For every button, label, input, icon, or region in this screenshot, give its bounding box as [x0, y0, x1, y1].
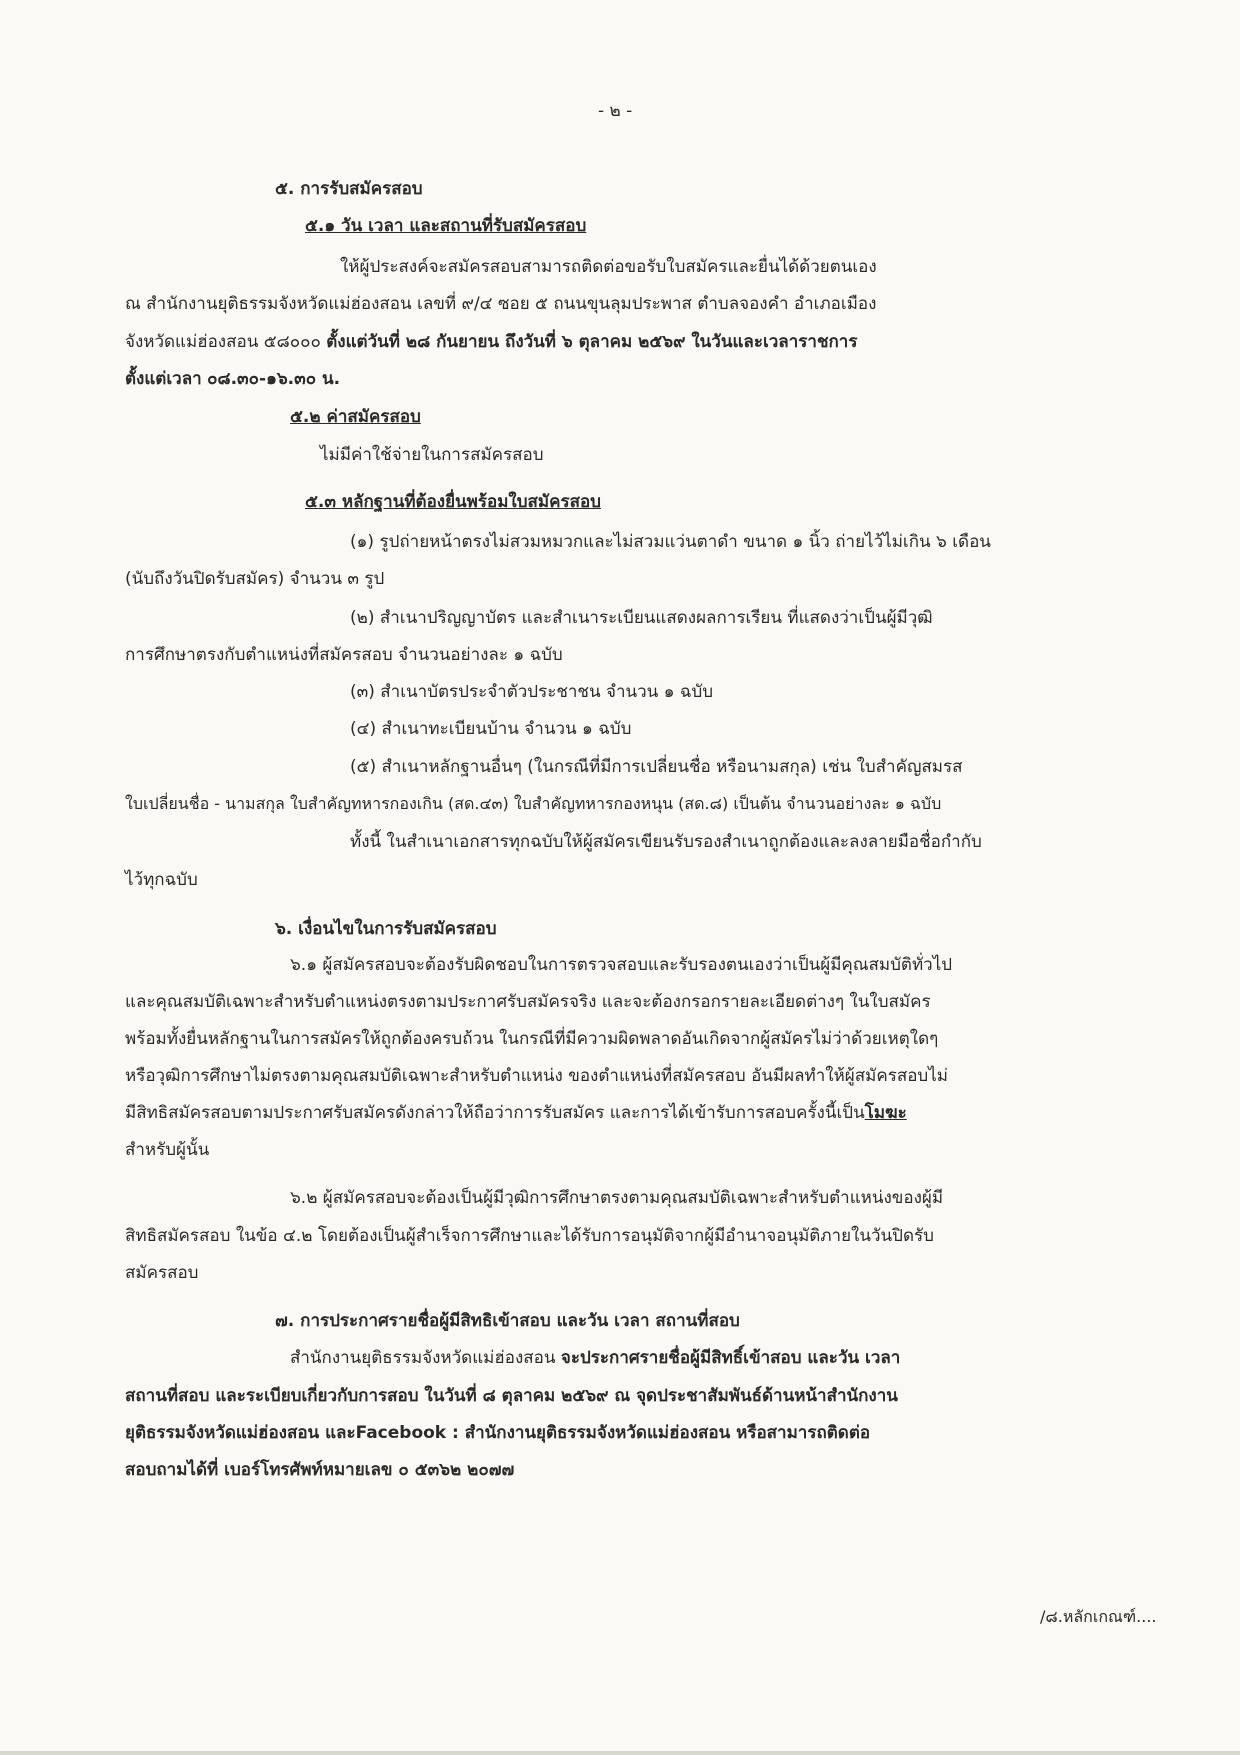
application-period: ตั้งแต่วันที่ ๒๘ กันยายน ถึงวันที่ ๖ ตุลาคม ๒๕๖๙ ในวันและเวลาราชการ	[326, 332, 858, 352]
paragraph-line	[125, 367, 340, 391]
paragraph-line	[290, 1346, 900, 1370]
list-item: (๔) สำเนาทะเบียนบ้าน จำนวน ๑ ฉบับ	[350, 719, 632, 739]
paragraph-line: ณ สำนักงานยุติธรรมจังหวัดแม่ฮ่องสอน เลขที่ ๙/๔ ซอย ๕ ถนนขุนลุมประพาส ตำบลจองคำ อำเภอเมือง	[125, 294, 877, 314]
hours-label: ตั้งแต่เวลา	[125, 369, 202, 389]
paragraph-line: และคุณสมบัติเฉพาะสำหรับตำแหน่งตรงตามประกาศรับสมัครจริง และจะต้องกรอกรายละเอียดต่างๆ ในใบสมัคร	[125, 992, 931, 1012]
section-5-1-heading: ๕.๑ วัน เวลา และสถานที่รับสมัครสอบ	[305, 216, 587, 236]
list-item: (๓) สำเนาบัตรประจำตัวประชาชน จำนวน ๑ ฉบับ	[350, 682, 714, 702]
section-6-heading: ๖. เงื่อนไขในการรับสมัครสอบ	[275, 919, 497, 939]
paragraph-line: สมัครสอบ	[125, 1263, 199, 1283]
paragraph-line: ๖.๑ ผู้สมัครสอบจะต้องรับผิดชอบในการตรวจสอบและรับรองตนเองว่าเป็นผู้มีคุณสมบัติทั่วไป	[290, 955, 953, 975]
paragraph-text: มีสิทธิสมัครสอบตามประกาศรับสมัครดังกล่าวให้ถือว่าการรับสมัคร และการได้เข้ารับการสอบครั้งนี้เป็น	[125, 1103, 865, 1123]
office-name: สำนักงานยุติธรรมจังหวัดแม่ฮ่องสอน	[290, 1348, 556, 1368]
scan-edge	[0, 1751, 1240, 1755]
section-5-heading: ๕. การรับสมัครสอบ	[275, 179, 423, 199]
section-5-3-heading: ๕.๓ หลักฐานที่ต้องยื่นพร้อมใบสมัครสอบ	[305, 492, 601, 512]
list-item-continued: ใบเปลี่ยนชื่อ - นามสกุล ใบสำคัญทหารกองเกิน (สด.๔๓) ใบสำคัญทหารกองหนุน (สด.๘) เป็นต้น จำนวนอย่างละ ๑ ฉบับ	[125, 794, 942, 813]
paragraph-line: ไม่มีค่าใช้จ่ายในการสมัครสอบ	[320, 445, 544, 465]
list-item: (๕) สำเนาหลักฐานอื่นๆ (ในกรณีที่มีการเปลี่ยนชื่อ หรือนามสกุล) เช่น ใบสำคัญสมรส	[350, 757, 963, 777]
paragraph-line: ให้ผู้ประสงค์จะสมัครสอบสามารถติดต่อขอรับใบสมัครและยื่นได้ด้วยตนเอง	[340, 257, 877, 277]
paragraph-line: หรือวุฒิการศึกษาไม่ตรงตามคุณสมบัติเฉพาะสำหรับตำแหน่ง ของตำแหน่งที่สมัครสอบ อันมีผลทำให้ผู้สมัครสอบไม่	[125, 1066, 948, 1086]
office-hours: ๐๘.๓๐-๑๖.๓๐ น.	[207, 369, 341, 389]
contact-line: สอบถามได้ที่ เบอร์โทรศัพท์หมายเลข ๐ ๕๓๖๒ ๒๐๗๗	[125, 1460, 515, 1480]
list-item: (๒) สำเนาปริญญาบัตร และสำเนาระเบียนแสดงผลการเรียน ที่แสดงว่าเป็นผู้มีวุฒิ	[350, 608, 933, 628]
void-emphasis: โมฆะ	[864, 1103, 907, 1123]
section-7-heading: ๗. การประกาศรายชื่อผู้มีสิทธิเข้าสอบ และวัน เวลา สถานที่สอบ	[275, 1311, 740, 1331]
announcement-text: จะประกาศรายชื่อผู้มีสิทธิ์เข้าสอบ และวัน เวลา	[560, 1348, 901, 1368]
note-line: ทั้งนี้ ในสำเนาเอกสารทุกฉบับให้ผู้สมัครเขียนรับรองสำเนาถูกต้องและลงลายมือชื่อกำกับ	[350, 832, 982, 852]
section-5-2-heading: ๕.๒ ค่าสมัครสอบ	[290, 407, 421, 427]
list-item-continued: (นับถึงวันปิดรับสมัคร) จำนวน ๓ รูป	[125, 569, 385, 589]
page-number: - ๒ -	[598, 101, 633, 121]
paragraph-line: พร้อมทั้งยื่นหลักฐานในการสมัครให้ถูกต้องครบถ้วน ในกรณีที่มีความผิดพลาดอันเกิดจากผู้สมัครไม่ว่าด้วยเหตุใดๆ	[125, 1029, 939, 1049]
paragraph-line: สำหรับผู้นั้น	[125, 1140, 210, 1160]
paragraph-line	[125, 1101, 907, 1125]
list-item-continued: การศึกษาตรงกับตำแหน่งที่สมัครสอบ จำนวนอย่างละ ๑ ฉบับ	[125, 645, 563, 665]
note-line-continued: ไว้ทุกฉบับ	[125, 870, 198, 890]
list-item: (๑) รูปถ่ายหน้าตรงไม่สวมหมวกและไม่สวมแว่นตาดำ ขนาด ๑ นิ้ว ถ่ายไว้ไม่เกิน ๖ เดือน	[350, 532, 991, 552]
address-postcode: จังหวัดแม่ฮ่องสอน ๕๘๐๐๐	[125, 332, 321, 352]
paragraph-line: สถานที่สอบ และระเบียบเกี่ยวกับการสอบ ในวันที่ ๘ ตุลาคม ๒๕๖๙ ณ จุดประชาสัมพันธ์ด้านหน้าสำนักงาน	[125, 1386, 898, 1406]
continuation-note: /๘.หลักเกณฑ์....	[1040, 1607, 1157, 1626]
paragraph-line: ๖.๒ ผู้สมัครสอบจะต้องเป็นผู้มีวุฒิการศึกษาตรงตามคุณสมบัติเฉพาะสำหรับตำแหน่งของผู้มี	[290, 1188, 944, 1208]
paragraph-line	[125, 330, 857, 354]
paragraph-line: สิทธิสมัครสอบ ในข้อ ๔.๒ โดยต้องเป็นผู้สำเร็จการศึกษาและได้รับการอนุมัติจากผู้มีอำนาจอนุมัติภายในวันปิดรับ	[125, 1226, 934, 1246]
paragraph-line: ยุติธรรมจังหวัดแม่ฮ่องสอน และFacebook : สำนักงานยุติธรรมจังหวัดแม่ฮ่องสอน หรือสามารถติดต่อ	[125, 1423, 871, 1443]
